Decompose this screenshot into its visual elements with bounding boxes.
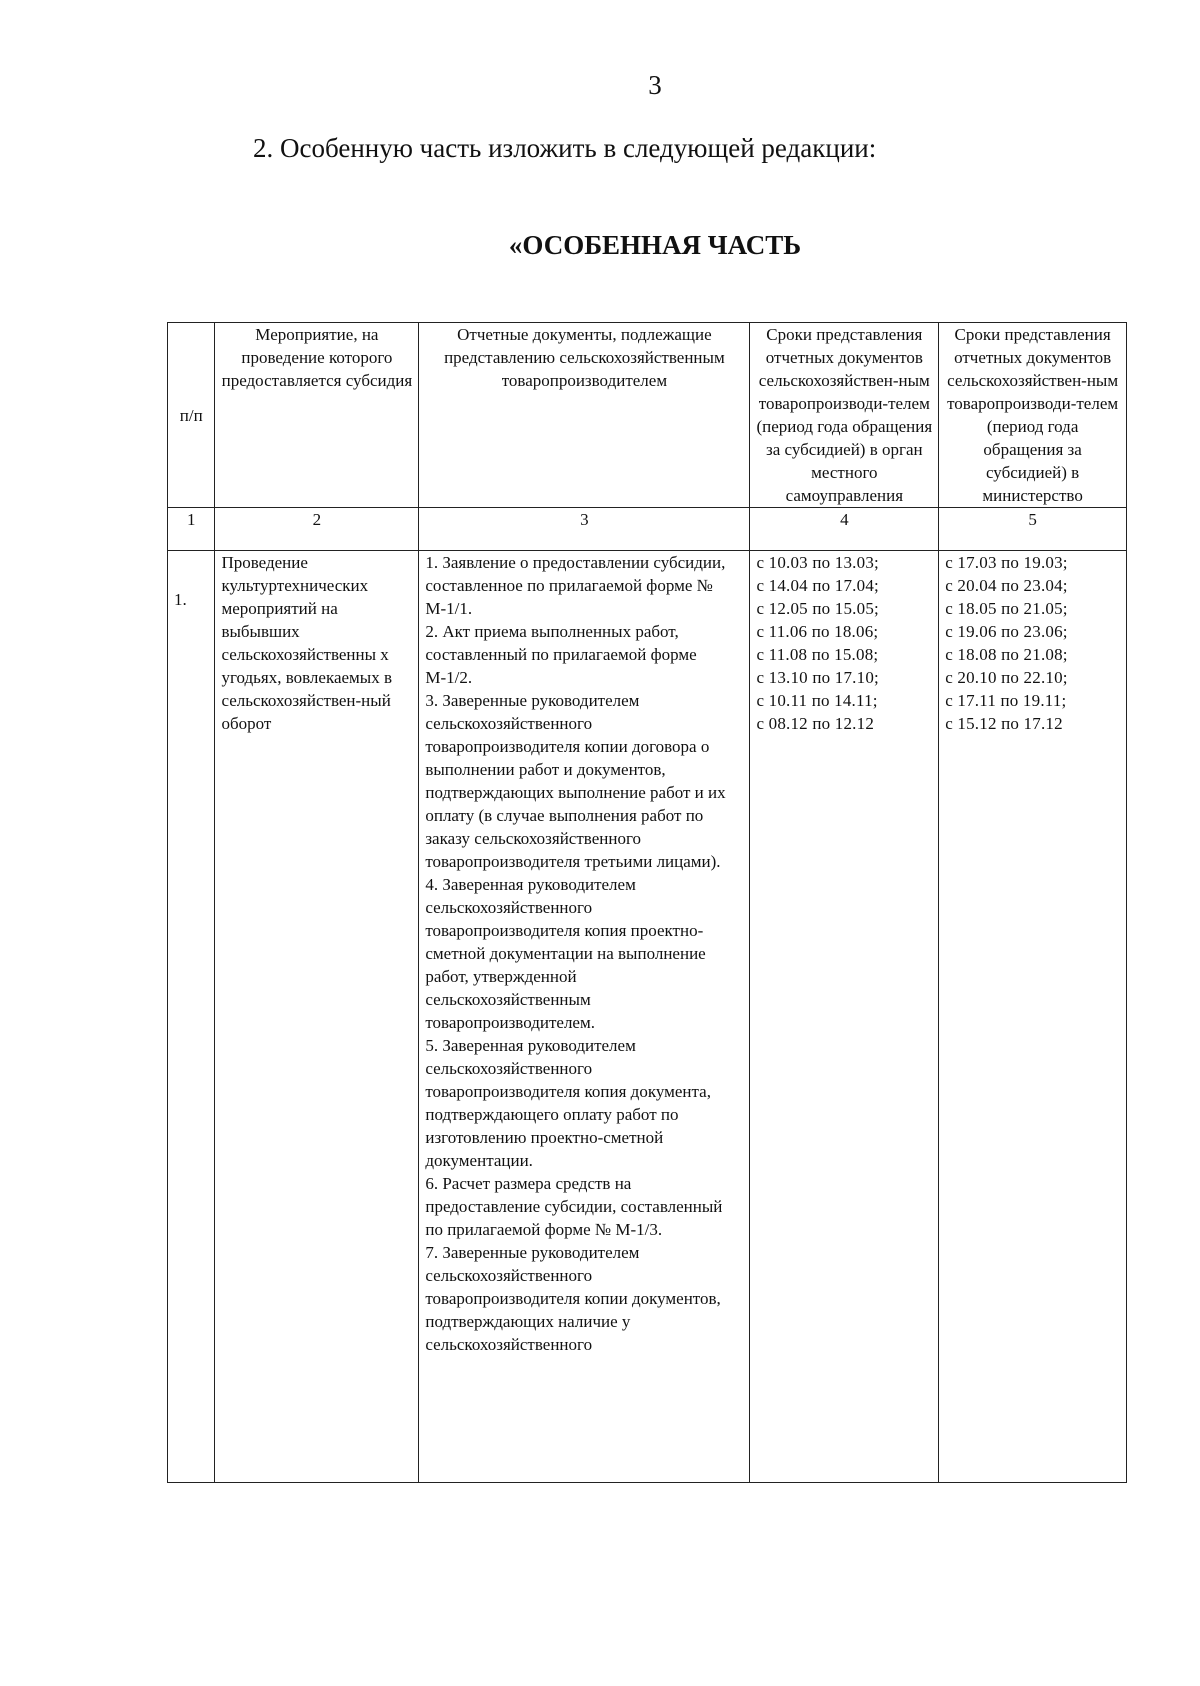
column-number: 3 — [419, 508, 750, 551]
date-range: с 18.08 по 21.08; — [945, 645, 1068, 664]
date-range: с 10.11 по 14.11; — [756, 691, 878, 710]
document-item: 1. Заявление о предоставлении субсидии, составленное по прилагаемой форме № М-1/1. — [425, 553, 726, 618]
row-activity: Проведение культуртехнических мероприятий на выбывших сельскохозяйственны х угодьях, вовлекаемых в сельскохозяйствен-ный оборот — [215, 551, 419, 1483]
subsidy-table — [167, 322, 1127, 1483]
row-documents — [419, 551, 750, 1483]
document-item: 3. Заверенные руководителем сельскохозяйственного товаропроизводителя копии договора о выполнении работ и документов, подтверждающих выполнение работ и их оплату (в случае выполнения работ по заказу сельскохозяйственного товаропроизводителя третьими лицами). — [425, 691, 726, 871]
header-activity: Мероприятие, на проведение которого предоставляется субсидия — [215, 323, 419, 508]
date-range: с 20.04 по 23.04; — [945, 576, 1068, 595]
date-range: с 11.06 по 18.06; — [756, 622, 879, 641]
document-item: 7. Заверенные руководителем сельскохозяйственного товаропроизводителя копии документов, подтверждающих наличие у сельскохозяйственного — [425, 1243, 721, 1354]
intro-paragraph: 2. Особенную часть изложить в следующей редакции: — [253, 133, 877, 163]
date-range: с 10.03 по 13.03; — [756, 553, 879, 572]
column-number: 1 — [168, 508, 215, 551]
document-item: 5. Заверенная руководителем сельскохозяйственного товаропроизводителя копия документа, подтверждающего оплату работ по изготовлению проектно-сметной документации. — [425, 1036, 711, 1170]
document-item: 6. Расчет размера средств на предоставление субсидии, составленный по прилагаемой форме № М-1/3. — [425, 1174, 723, 1239]
header-deadline-local: Сроки представления отчетных документов сельскохозяйствен-ным товаропроизводи-телем (период года обращения за субсидией) в орган местного самоуправления — [750, 323, 939, 508]
header-number: п/п — [168, 323, 215, 508]
table-row — [168, 551, 1127, 1483]
date-range: с 11.08 по 15.08; — [756, 645, 879, 664]
document-item: 4. Заверенная руководителем сельскохозяйственного товаропроизводителя копия проектно-сметной документации на выполнение работ, утвержденной сельскохозяйственным товаропроизводителем. — [425, 875, 706, 1032]
date-range: с 17.11 по 19.11; — [945, 691, 1067, 710]
row-dates-ministry — [939, 551, 1127, 1483]
header-deadline-ministry: Сроки представления отчетных документов сельскохозяйствен-ным товаропроизводи-телем (период года обращения за субсидией) в министерство — [939, 323, 1127, 508]
date-range: с 12.05 по 15.05; — [756, 599, 879, 618]
date-range: с 20.10 по 22.10; — [945, 668, 1068, 687]
section-title: «ОСОБЕННАЯ ЧАСТЬ — [508, 230, 802, 260]
column-number: 5 — [939, 508, 1127, 551]
column-number: 2 — [215, 508, 419, 551]
column-numbers-row — [168, 508, 1127, 551]
column-number: 4 — [750, 508, 939, 551]
row-dates-local — [750, 551, 939, 1483]
row-number: 1. — [168, 551, 215, 1483]
date-range: с 13.10 по 17.10; — [756, 668, 879, 687]
date-range: с 08.12 по 12.12 — [756, 714, 875, 733]
date-range: с 14.04 по 17.04; — [756, 576, 879, 595]
date-range: с 18.05 по 21.05; — [945, 599, 1068, 618]
date-range: с 15.12 по 17.12 — [945, 714, 1063, 733]
date-range: с 17.03 по 19.03; — [945, 553, 1068, 572]
document-item: 2. Акт приема выполненных работ, составленный по прилагаемой форме М-1/2. — [425, 622, 697, 687]
date-range: с 19.06 по 23.06; — [945, 622, 1068, 641]
page-number: 3 — [648, 70, 662, 100]
header-documents: Отчетные документы, подлежащие представлению сельскохозяйственным товаропроизводителем — [419, 323, 750, 508]
table-header-row — [168, 323, 1127, 508]
